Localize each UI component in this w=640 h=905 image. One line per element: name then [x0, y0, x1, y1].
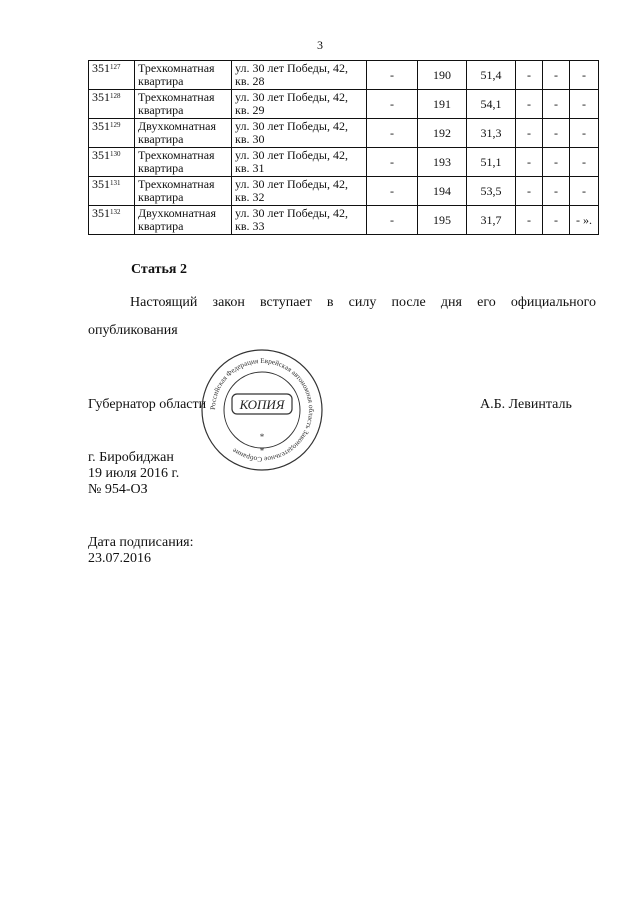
unit-number: [89, 148, 135, 177]
unit-address: ул. 30 лет Победы, 42, кв. 32: [232, 177, 367, 206]
article-body: Настоящий закон вступает в силу после дня его официального опубликования: [88, 295, 596, 338]
col-3: 51,1: [467, 148, 516, 177]
table-row: [89, 90, 599, 119]
table-row: [89, 177, 599, 206]
seal-stamp: [198, 346, 326, 474]
col-4: -: [516, 148, 543, 177]
page-number: 3: [317, 38, 323, 52]
unit-number-superscript: 130: [110, 150, 121, 158]
col-1: -: [367, 61, 418, 90]
unit-number-superscript: 127: [110, 63, 121, 71]
governor-name: А.Б. Левинталь: [480, 397, 572, 412]
col-5: -: [543, 61, 570, 90]
unit-type: Трехкомнатная квартира: [135, 61, 232, 90]
governor-title: Губернатор области: [88, 397, 207, 412]
unit-address: ул. 30 лет Победы, 42, кв. 29: [232, 90, 367, 119]
unit-number-superscript: 129: [110, 121, 121, 129]
col-4: -: [516, 61, 543, 90]
col-1: -: [367, 90, 418, 119]
svg-text:Российская Федерация Еврейская: Российская Федерация Еврейская автономная область Законодательное Собрание: [208, 356, 316, 464]
col-5: -: [543, 90, 570, 119]
place-and-number: [88, 450, 179, 498]
unit-address: ул. 30 лет Победы, 42, кв. 31: [232, 148, 367, 177]
col-2: 194: [418, 177, 467, 206]
unit-type: Двухкомнатная квартира: [135, 119, 232, 148]
col-3: 53,5: [467, 177, 516, 206]
col-2: 192: [418, 119, 467, 148]
unit-number: [89, 90, 135, 119]
col-6: - ».: [570, 206, 599, 235]
unit-type: Двухкомнатная квартира: [135, 206, 232, 235]
table-row: [89, 119, 599, 148]
unit-number: [89, 177, 135, 206]
law-number: № 954-ОЗ: [88, 482, 148, 497]
col-2: 195: [418, 206, 467, 235]
unit-number: [89, 61, 135, 90]
signing-label: Дата подписания:: [88, 535, 194, 550]
col-6: -: [570, 148, 599, 177]
article-title: Статья 2: [131, 262, 187, 277]
col-6: -: [570, 177, 599, 206]
col-4: -: [516, 90, 543, 119]
unit-number-base: 351: [92, 206, 110, 220]
col-6: -: [570, 119, 599, 148]
unit-type: Трехкомнатная квартира: [135, 148, 232, 177]
col-4: -: [516, 206, 543, 235]
col-3: 31,7: [467, 206, 516, 235]
signing-date-block: [88, 535, 194, 567]
col-3: 31,3: [467, 119, 516, 148]
table-row: [89, 61, 599, 90]
unit-number-superscript: 132: [110, 208, 121, 216]
col-2: 190: [418, 61, 467, 90]
city: г. Биробиджан: [88, 450, 174, 465]
table-row: [89, 148, 599, 177]
unit-number-base: 351: [92, 119, 110, 133]
unit-address: ул. 30 лет Победы, 42, кв. 33: [232, 206, 367, 235]
col-1: -: [367, 177, 418, 206]
unit-number: [89, 206, 135, 235]
col-6: -: [570, 90, 599, 119]
svg-text:КОПИЯ: КОПИЯ: [239, 397, 285, 412]
col-1: -: [367, 119, 418, 148]
col-5: -: [543, 148, 570, 177]
unit-address: ул. 30 лет Победы, 42, кв. 28: [232, 61, 367, 90]
unit-type: Трехкомнатная квартира: [135, 177, 232, 206]
col-3: 51,4: [467, 61, 516, 90]
col-4: -: [516, 119, 543, 148]
col-2: 191: [418, 90, 467, 119]
svg-text:*: *: [259, 432, 265, 442]
unit-number-base: 351: [92, 177, 110, 191]
table-row: [89, 206, 599, 235]
col-5: -: [543, 177, 570, 206]
unit-number-base: 351: [92, 90, 110, 104]
unit-address: ул. 30 лет Победы, 42, кв. 30: [232, 119, 367, 148]
unit-number: [89, 119, 135, 148]
unit-number-superscript: 128: [110, 92, 121, 100]
law-date: 19 июля 2016 г.: [88, 466, 180, 481]
apartments-table: [88, 60, 599, 235]
unit-number-base: 351: [92, 61, 110, 75]
col-5: -: [543, 119, 570, 148]
unit-type: Трехкомнатная квартира: [135, 90, 232, 119]
unit-number-base: 351: [92, 148, 110, 162]
col-4: -: [516, 177, 543, 206]
col-6: -: [570, 61, 599, 90]
unit-number-superscript: 131: [110, 179, 121, 187]
col-2: 193: [418, 148, 467, 177]
col-1: -: [367, 148, 418, 177]
col-5: -: [543, 206, 570, 235]
signing-date: 23.07.2016: [88, 551, 151, 566]
svg-text:*: *: [259, 446, 265, 456]
col-1: -: [367, 206, 418, 235]
col-3: 54,1: [467, 90, 516, 119]
